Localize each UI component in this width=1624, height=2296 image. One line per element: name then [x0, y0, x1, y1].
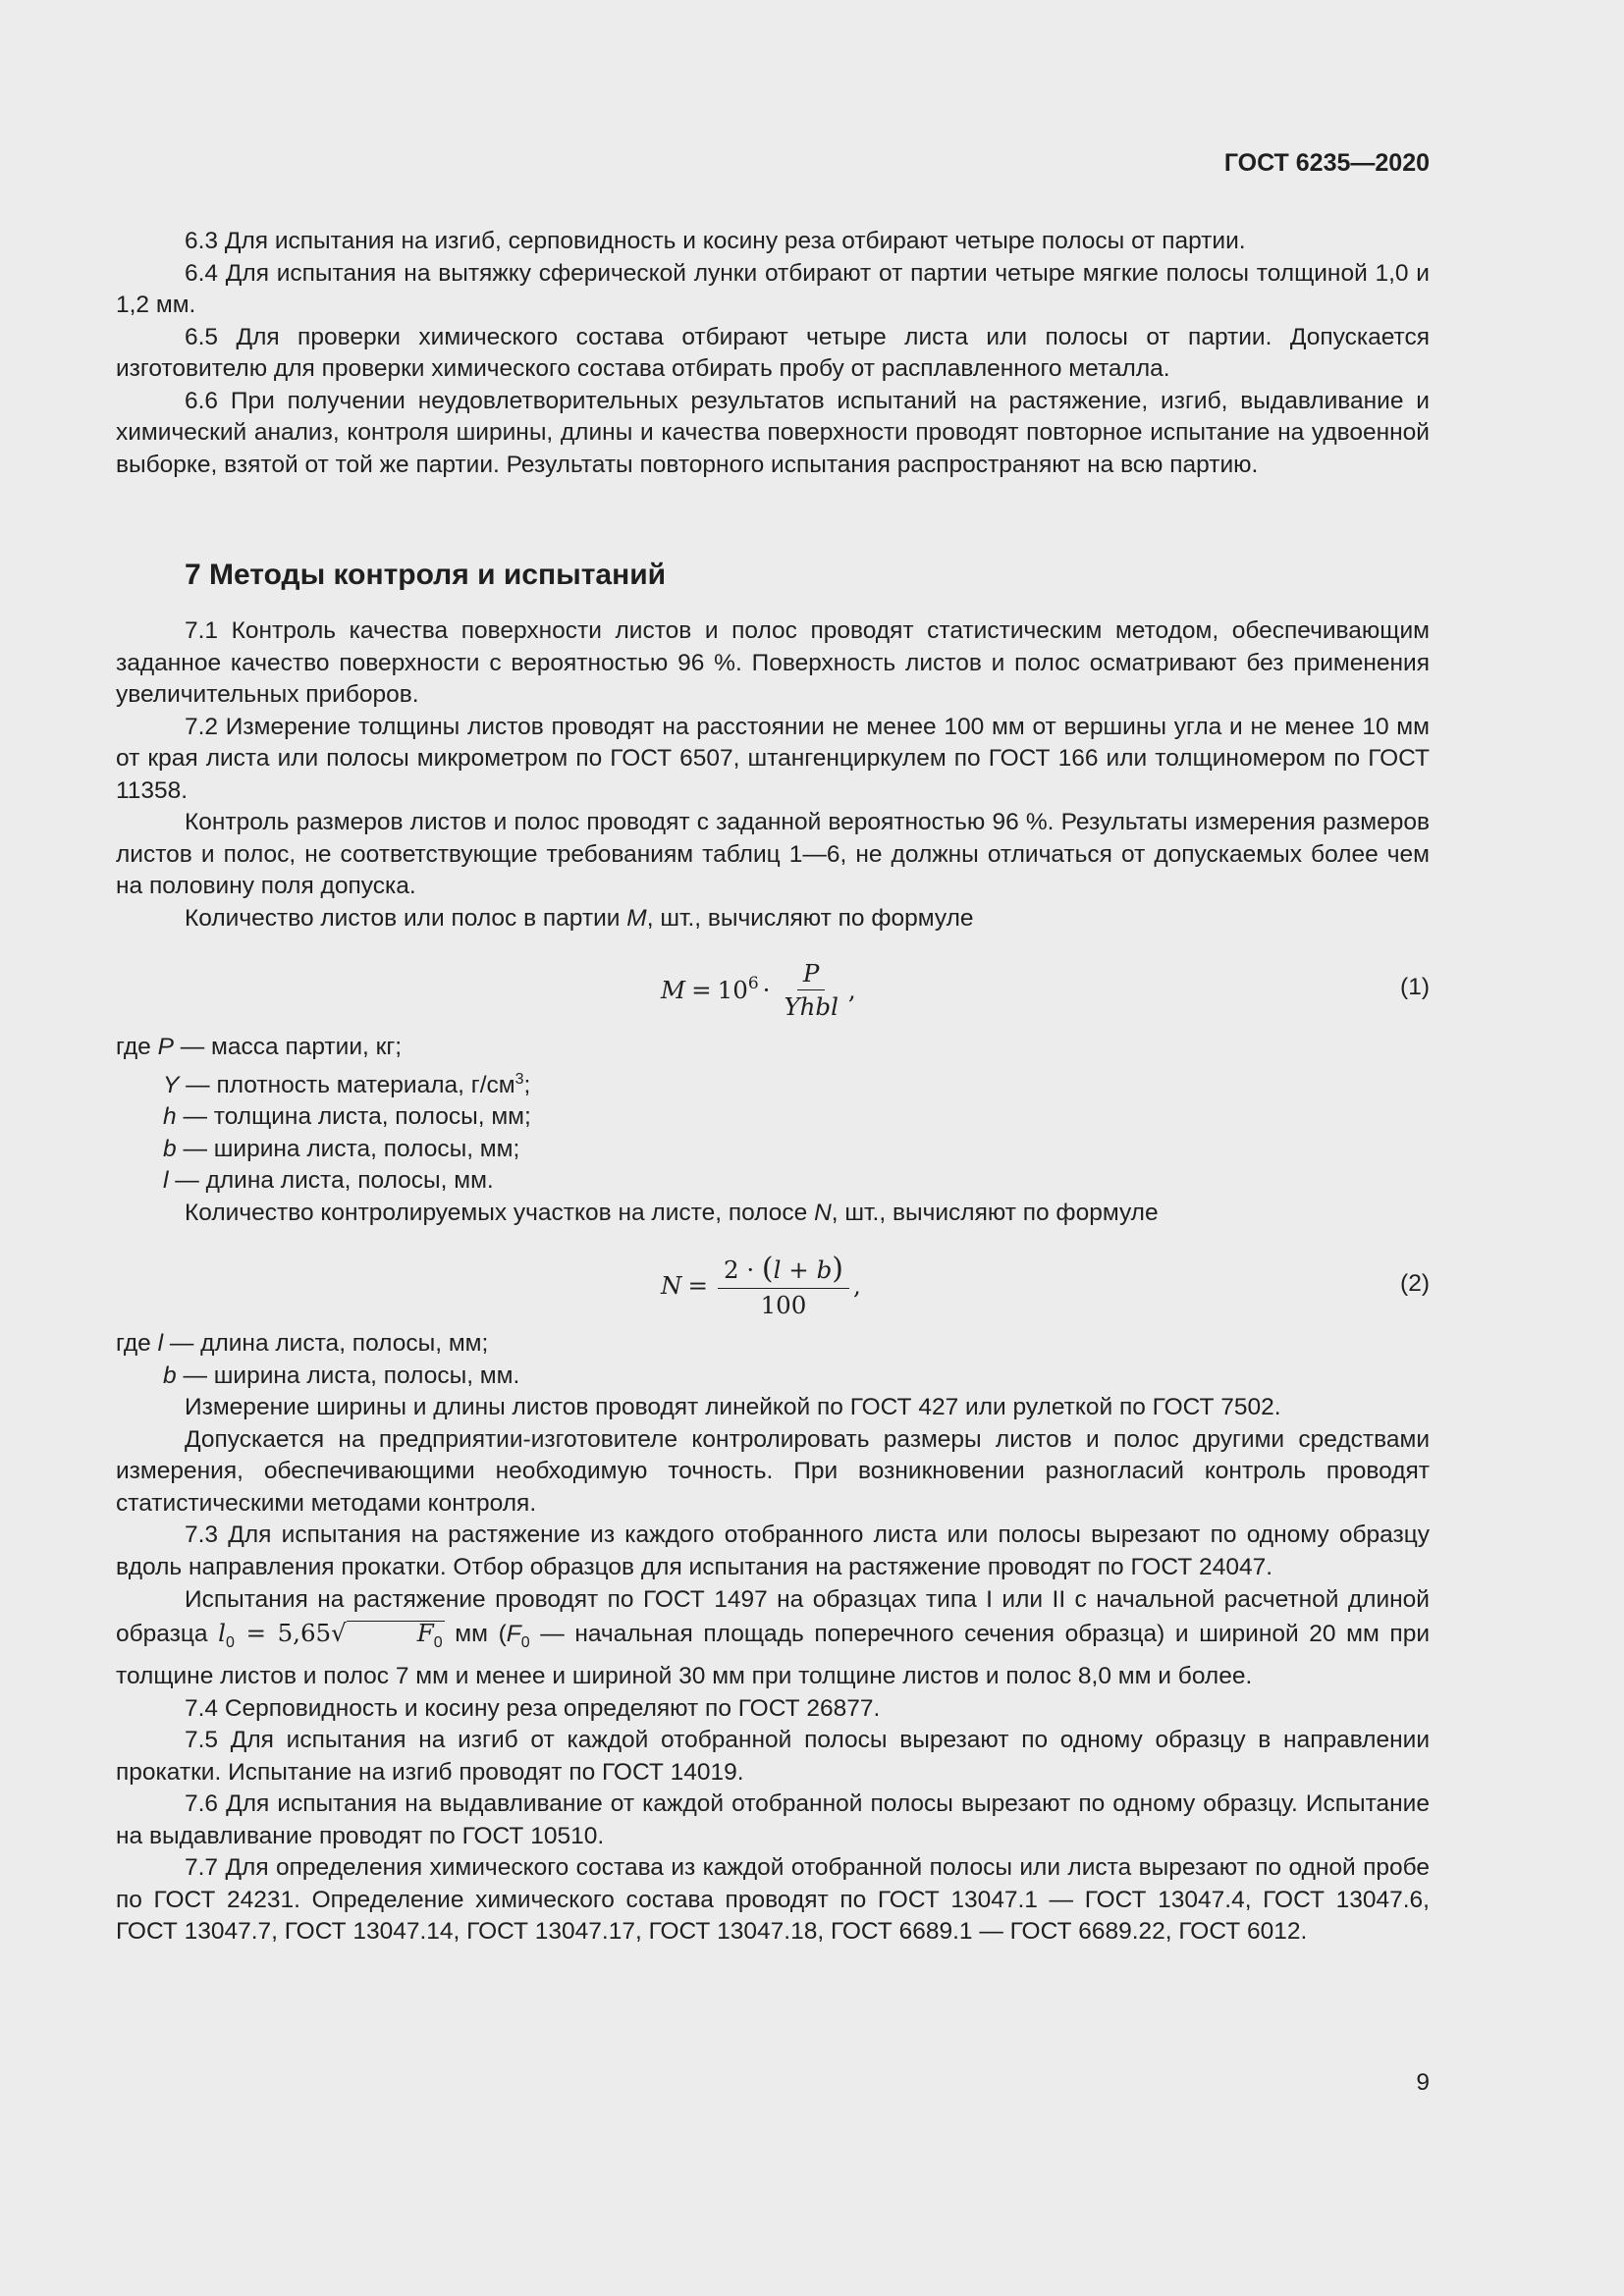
text-fragment: , шт., вычисляют по формуле	[646, 904, 974, 932]
formula-2-expression	[661, 1249, 861, 1321]
formula-2-number: (2)	[1400, 1270, 1430, 1297]
section-7-block-2	[116, 1328, 1430, 1949]
variable-l0: l	[218, 1619, 226, 1647]
formula-2-comma: ,	[853, 1270, 861, 1300]
variable-b: b	[163, 1135, 177, 1162]
sqrt-sign: √	[331, 1619, 347, 1647]
definition-l-2	[116, 1328, 1430, 1361]
definition-b	[116, 1134, 1430, 1166]
paragraph-7-2-formula-intro	[116, 903, 1430, 935]
definition-text: — длина листа, полосы, мм.	[168, 1167, 494, 1195]
formula-1-comma: ,	[847, 975, 856, 1004]
paragraph-7-3-tensile	[116, 1583, 1430, 1693]
formula-2-denominator: 100	[760, 1290, 807, 1319]
paragraph-7-5: 7.5 Для испытания на изгиб от каждой отобранной полосы вырезают по одному образцу в направлении прокатки. Испытание на изгиб проводят по ГОСТ 14019.	[116, 1727, 1430, 1786]
text-fragment: Количество листов или полос в партии	[185, 904, 627, 932]
formula-2-lhs: N	[661, 1270, 682, 1300]
definition-text: — плотность материала, г/см	[179, 1071, 515, 1098]
subscript-0: 0	[520, 1633, 530, 1651]
variable-b: b	[163, 1362, 177, 1389]
definition-text: — длина листа, полосы, мм;	[163, 1330, 489, 1357]
text-fragment: Количество контролируемых участков на листе, полосе	[185, 1199, 815, 1226]
formula-1-denominator: Yhbl	[784, 991, 839, 1021]
paragraph-7-3: 7.3 Для испытания на растяжение из каждого отобранного листа или полосы вырезают по одному образцу вдоль направления прокатки. Отбор образцов для испытания на растяжение проводят по ГОСТ 24047.	[116, 1522, 1430, 1580]
paragraph-7-2-width-length: Измерение ширины и длины листов проводят линейкой по ГОСТ 427 или рулеткой по ГОСТ 7502.	[185, 1394, 1281, 1420]
variable-y: Y	[163, 1071, 180, 1098]
variable-f0: F	[416, 1619, 434, 1647]
definition-text: — ширина листа, полосы, мм.	[176, 1362, 520, 1389]
paragraph-7-2-control: Контроль размеров листов и полос проводят с заданной вероятностью 96 %. Результаты измерения размеров листов и полос, не соответствующие требованиям таблиц 1—6, не должны отличаться от допускаемых более чем на половину поля допуска.	[116, 809, 1430, 899]
sqrt-body	[347, 1621, 445, 1655]
paragraph-6-4: 6.4 Для испытания на вытяжку сферической лунки отбирают от партии четыре мягкие полосы толщиной 1,0 и 1,2 мм.	[116, 259, 1430, 318]
definition-prefix: где	[116, 1034, 158, 1060]
formula-2-numerator	[718, 1252, 849, 1289]
paragraph-7-1: 7.1 Контроль качества поверхности листов и полос проводят статистическим методом, обеспечивающим заданное качество поверхности с вероятностью 96 %. Поверхность листов и полос осматривают без применения увеличительных приборов.	[116, 617, 1430, 708]
formula-1-fraction	[778, 959, 843, 1021]
paragraph-7-2: 7.2 Измерение толщины листов проводят на расстоянии не менее 100 мм от вершины угла и не менее 10 мм от края листа или полосы микрометром по ГОСТ 6507, штангенциркулем по ГОСТ 166 или толщиномером по ГОСТ 11358.	[116, 713, 1430, 804]
formula-1-number: (1)	[1400, 974, 1430, 1000]
formula-1-lhs: M	[661, 975, 686, 1004]
text-fragment: мм (	[444, 1621, 507, 1647]
paragraph-7-2-other-means: Допускается на предприятии-изготовителе контролировать размеры листов и полос другими средствами измерения, обеспечивающими необходимую точность. При возникновении разногласий контроль проводят статистическими методами контроля.	[116, 1425, 1430, 1517]
definition-text: — масса партии, кг;	[173, 1034, 403, 1060]
text-fragment: — начальная площадь поперечного сечения образца) и шириной 20 мм при толщине листов и полос 7 мм и менее и шириной 30 мм при толщине листов и полос 8,0 мм и более.	[116, 1621, 1431, 1689]
definition-b-2	[116, 1361, 1430, 1393]
definition-h	[116, 1101, 1430, 1134]
section-7-heading: 7 Методы контроля и испытаний	[185, 559, 667, 591]
variable-l: l	[163, 1167, 169, 1195]
paren-open: (	[761, 1251, 774, 1286]
variable-h: h	[163, 1103, 177, 1131]
definition-l	[116, 1165, 1430, 1198]
definition-text: — ширина листа, полосы, мм;	[176, 1135, 520, 1162]
paragraph-6-6: 6.6 При получении неудовлетворительных результатов испытаний на растяжение, изгиб, выдавливание и химический анализ, контроля ширины, длины и качества поверхности проводят повторное испытание на удвоенной выборке, взятой от той же партии. Результаты повторного испытания распространяют на всю партию.	[116, 387, 1430, 478]
definition-sup: 3	[514, 1070, 524, 1088]
formula-1-numerator: P	[797, 959, 826, 990]
definition-text: — толщина листа, полосы, мм;	[176, 1103, 531, 1131]
formula-2-fraction	[718, 1252, 849, 1319]
definition-tail: ;	[523, 1071, 531, 1098]
paragraph-7-2-formula2-intro	[116, 1198, 1430, 1230]
formula-1-coef: 10	[717, 975, 748, 1004]
paren-close: )	[832, 1251, 843, 1286]
formula-2-eq: =	[687, 1270, 708, 1300]
variable-m: M	[626, 904, 647, 932]
document-header: ГОСТ 6235—2020	[1223, 149, 1430, 177]
definition-prefix: где	[116, 1330, 158, 1357]
variable-f0-2: F	[506, 1621, 521, 1647]
formula-1-dot: ·	[762, 975, 771, 1004]
formula-1-exp: 6	[747, 974, 759, 993]
subscript-0: 0	[433, 1633, 443, 1651]
section-7-block-1	[116, 615, 1430, 934]
text-fragment: , шт., вычисляют по формуле	[831, 1199, 1159, 1226]
page-number: 9	[1416, 2069, 1430, 2096]
formula-2-num-a: 2 ·	[723, 1255, 762, 1284]
paragraph-7-7: 7.7 Для определения химического состава из каждой отобранной полосы или листа вырезают по одной пробе по ГОСТ 24231. Определение химического состава проводят по ГОСТ 13047.1 — ГОСТ 13047.4, ГОСТ 13047.6, ГОСТ 13047.7, ГОСТ 13047.14, ГОСТ 13047.17, ГОСТ 13047.18, ГОСТ 6689.1 — ГОСТ 6689.22, ГОСТ 6012.	[116, 1854, 1430, 1946]
formula-1-definitions	[116, 1032, 1430, 1229]
variable-p: P	[157, 1034, 174, 1060]
variable-l: l	[157, 1330, 164, 1357]
paragraph-7-6: 7.6 Для испытания на выдавливание от каждой отобранной полосы вырезают по одному образцу. Испытание на выдавливание проводят по ГОСТ 10510.	[116, 1790, 1430, 1849]
paragraph-6-3: 6.3 Для испытания на изгиб, серповидность и косину реза отбирают четыре полосы от партии.	[185, 228, 1246, 254]
section-6-block	[116, 226, 1430, 481]
definition-y	[116, 1064, 1430, 1102]
formula-1	[116, 954, 1430, 1025]
paragraph-7-4: 7.4 Серповидность и косину реза определяют по ГОСТ 26877.	[185, 1694, 881, 1722]
variable-n: N	[814, 1199, 832, 1226]
formula-1-eq: =	[691, 975, 712, 1004]
formula-2-num-l: l	[773, 1255, 782, 1284]
formula-2	[116, 1249, 1430, 1321]
paragraph-6-5: 6.5 Для проверки химического состава отбирают четыре листа или полосы от партии. Допускается изготовителю для проверки химического состава отбирать пробу от расплавленного металла.	[116, 323, 1430, 382]
subscript-0: 0	[225, 1633, 235, 1651]
formula-2-plus: +	[781, 1255, 817, 1284]
definition-p	[116, 1032, 1430, 1064]
formula-1-expression	[661, 954, 856, 1025]
formula-2-num-b: b	[816, 1255, 833, 1284]
text-fragment: = 5,65	[234, 1619, 332, 1647]
text-fragment: Испытания на растяжение проводят по ГОСТ 1497 на образцах типа I или II с начальной расчетной длиной образца	[116, 1586, 1430, 1647]
